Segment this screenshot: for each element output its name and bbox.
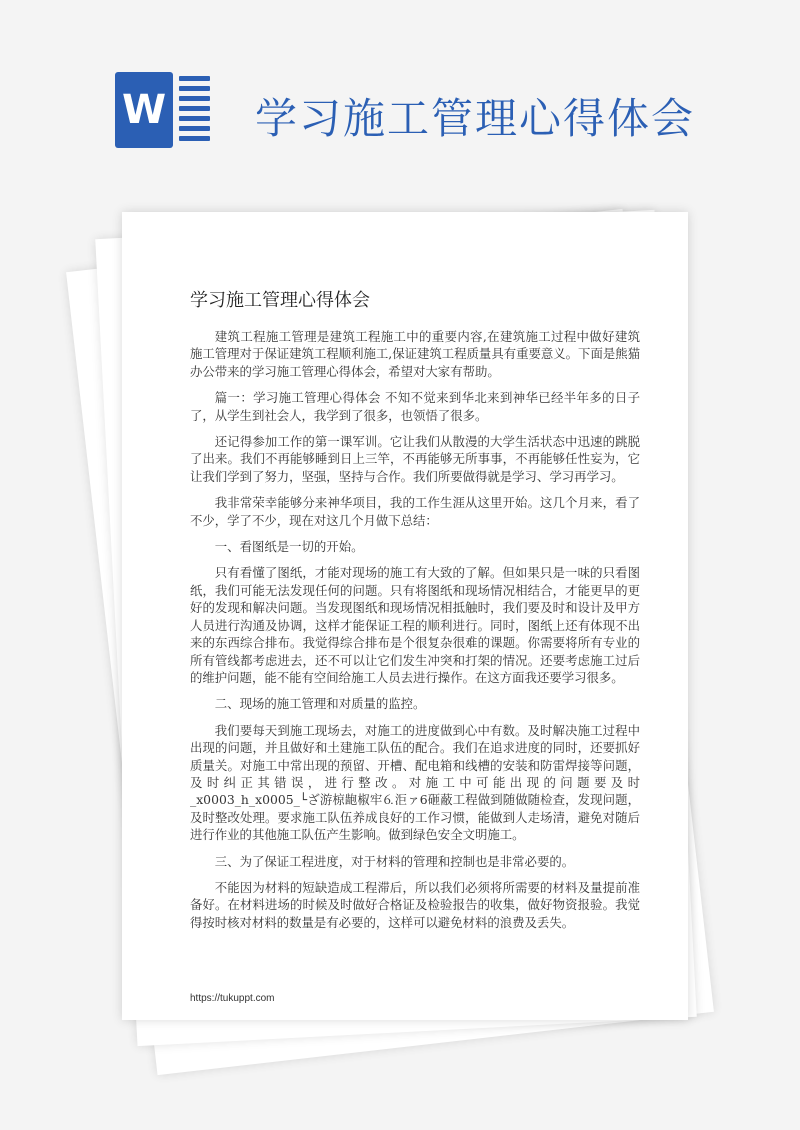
section-heading: 二、现场的施工管理和对质量的监控。 xyxy=(214,696,426,712)
word-icon-lines xyxy=(179,76,210,146)
document-body xyxy=(190,328,640,940)
paragraph: 还记得参加工作的第一课军训。它让我们从散漫的大学生活状态中迅速的跳脱了出来。我们不再能够睡到日上三竿，不再能够无所事事，不再能够任性妄为，它让我们学到了努力，坚强，坚持与合作。我们所要做得就是学习、学习再学习。 xyxy=(190,434,640,484)
paragraph: 我们要每天到施工现场去，对施工的进度做到心中有数。及时解决施工过程中出现的问题，并且做好和土建施工队伍的配合。我们在追求进度的同时，还要抓好质量关。对施工中常出现的预留、开槽、配电箱和线槽的安装和防雷焊接等问题，及时纠正其错误，进行整改。对施工中可能出现的问题要及时_x0003_h_x0005_└ざ游椋龅椒牢⒍洰ァ6砸蔽工程做到随做随检查，发现问题，及时整改处理。要求施工队伍养成良好的工作习惯，能做到人走场清，避免对随后进行作业的其他施工队伍产生影响。做到绿色安全文明施工。 xyxy=(190,722,640,843)
header-title: 学习施工管理心得体会 xyxy=(255,94,696,143)
section-heading: 一、看图纸是一切的开始。 xyxy=(214,539,364,555)
document-page xyxy=(122,212,688,1020)
section-heading: 三、为了保证工程进度，对于材料的管理和控制也是非常必要的。 xyxy=(214,853,575,869)
paragraph: 篇一：学习施工管理心得体会 不知不觉来到华北来到神华已经半年多的日子了，从学生到社会人，我学到了很多，也领悟了很多。 xyxy=(190,390,640,423)
word-document-icon xyxy=(115,72,210,148)
paragraph: 建筑工程施工管理是建筑工程施工中的重要内容,在建筑施工过程中做好建筑施工管理对于保证建筑工程顺利施工,保证建筑工程质量具有重要意义。下面是熊猫办公带来的学习施工管理心得体会，希望对大家有帮助。 xyxy=(190,329,641,379)
paragraph: 我非常荣幸能够分来神华项目，我的工作生涯从这里开始。这几个月来，看了不少，学了不少，现在对这几个月做下总结： xyxy=(190,495,640,528)
paragraph: 只有看懂了图纸，才能对现场的施工有大致的了解。但如果只是一味的只看图纸，我们可能无法发现任何的问题。只有将图纸和现场情况相结合，才能更早的更好的发现和解决问题。当发现图纸和现场情况相抵触时，我们要及时和设计及甲方人员进行沟通及协调，这样才能保证工程的顺利进行。同时，图纸上还有体现不出来的东西综合排布。我觉得综合排布是个很复杂很难的课题。你需要将所有专业的所有管线都考虑进去，还不可以让它们发生冲突和打架的情况。还要考虑施工过后的维护问题，能不能有空间给施工人员去进行操作。在这方面我还要学习很多。 xyxy=(190,565,640,685)
document-title: 学习施工管理心得体会 xyxy=(190,290,370,311)
word-icon-tile: W xyxy=(115,72,173,148)
paragraph: 不能因为材料的短缺造成工程滞后，所以我们必须将所需要的材料及量提前准备好。在材料进场的时候及时做好合格证及检验报告的收集，做好物资报验。我觉得按时核对材料的数量是有必要的，这样可以避免材料的浪费及丢失。 xyxy=(190,879,640,930)
header xyxy=(0,0,800,200)
footer-url: https://tukuppt.com xyxy=(190,993,275,1004)
